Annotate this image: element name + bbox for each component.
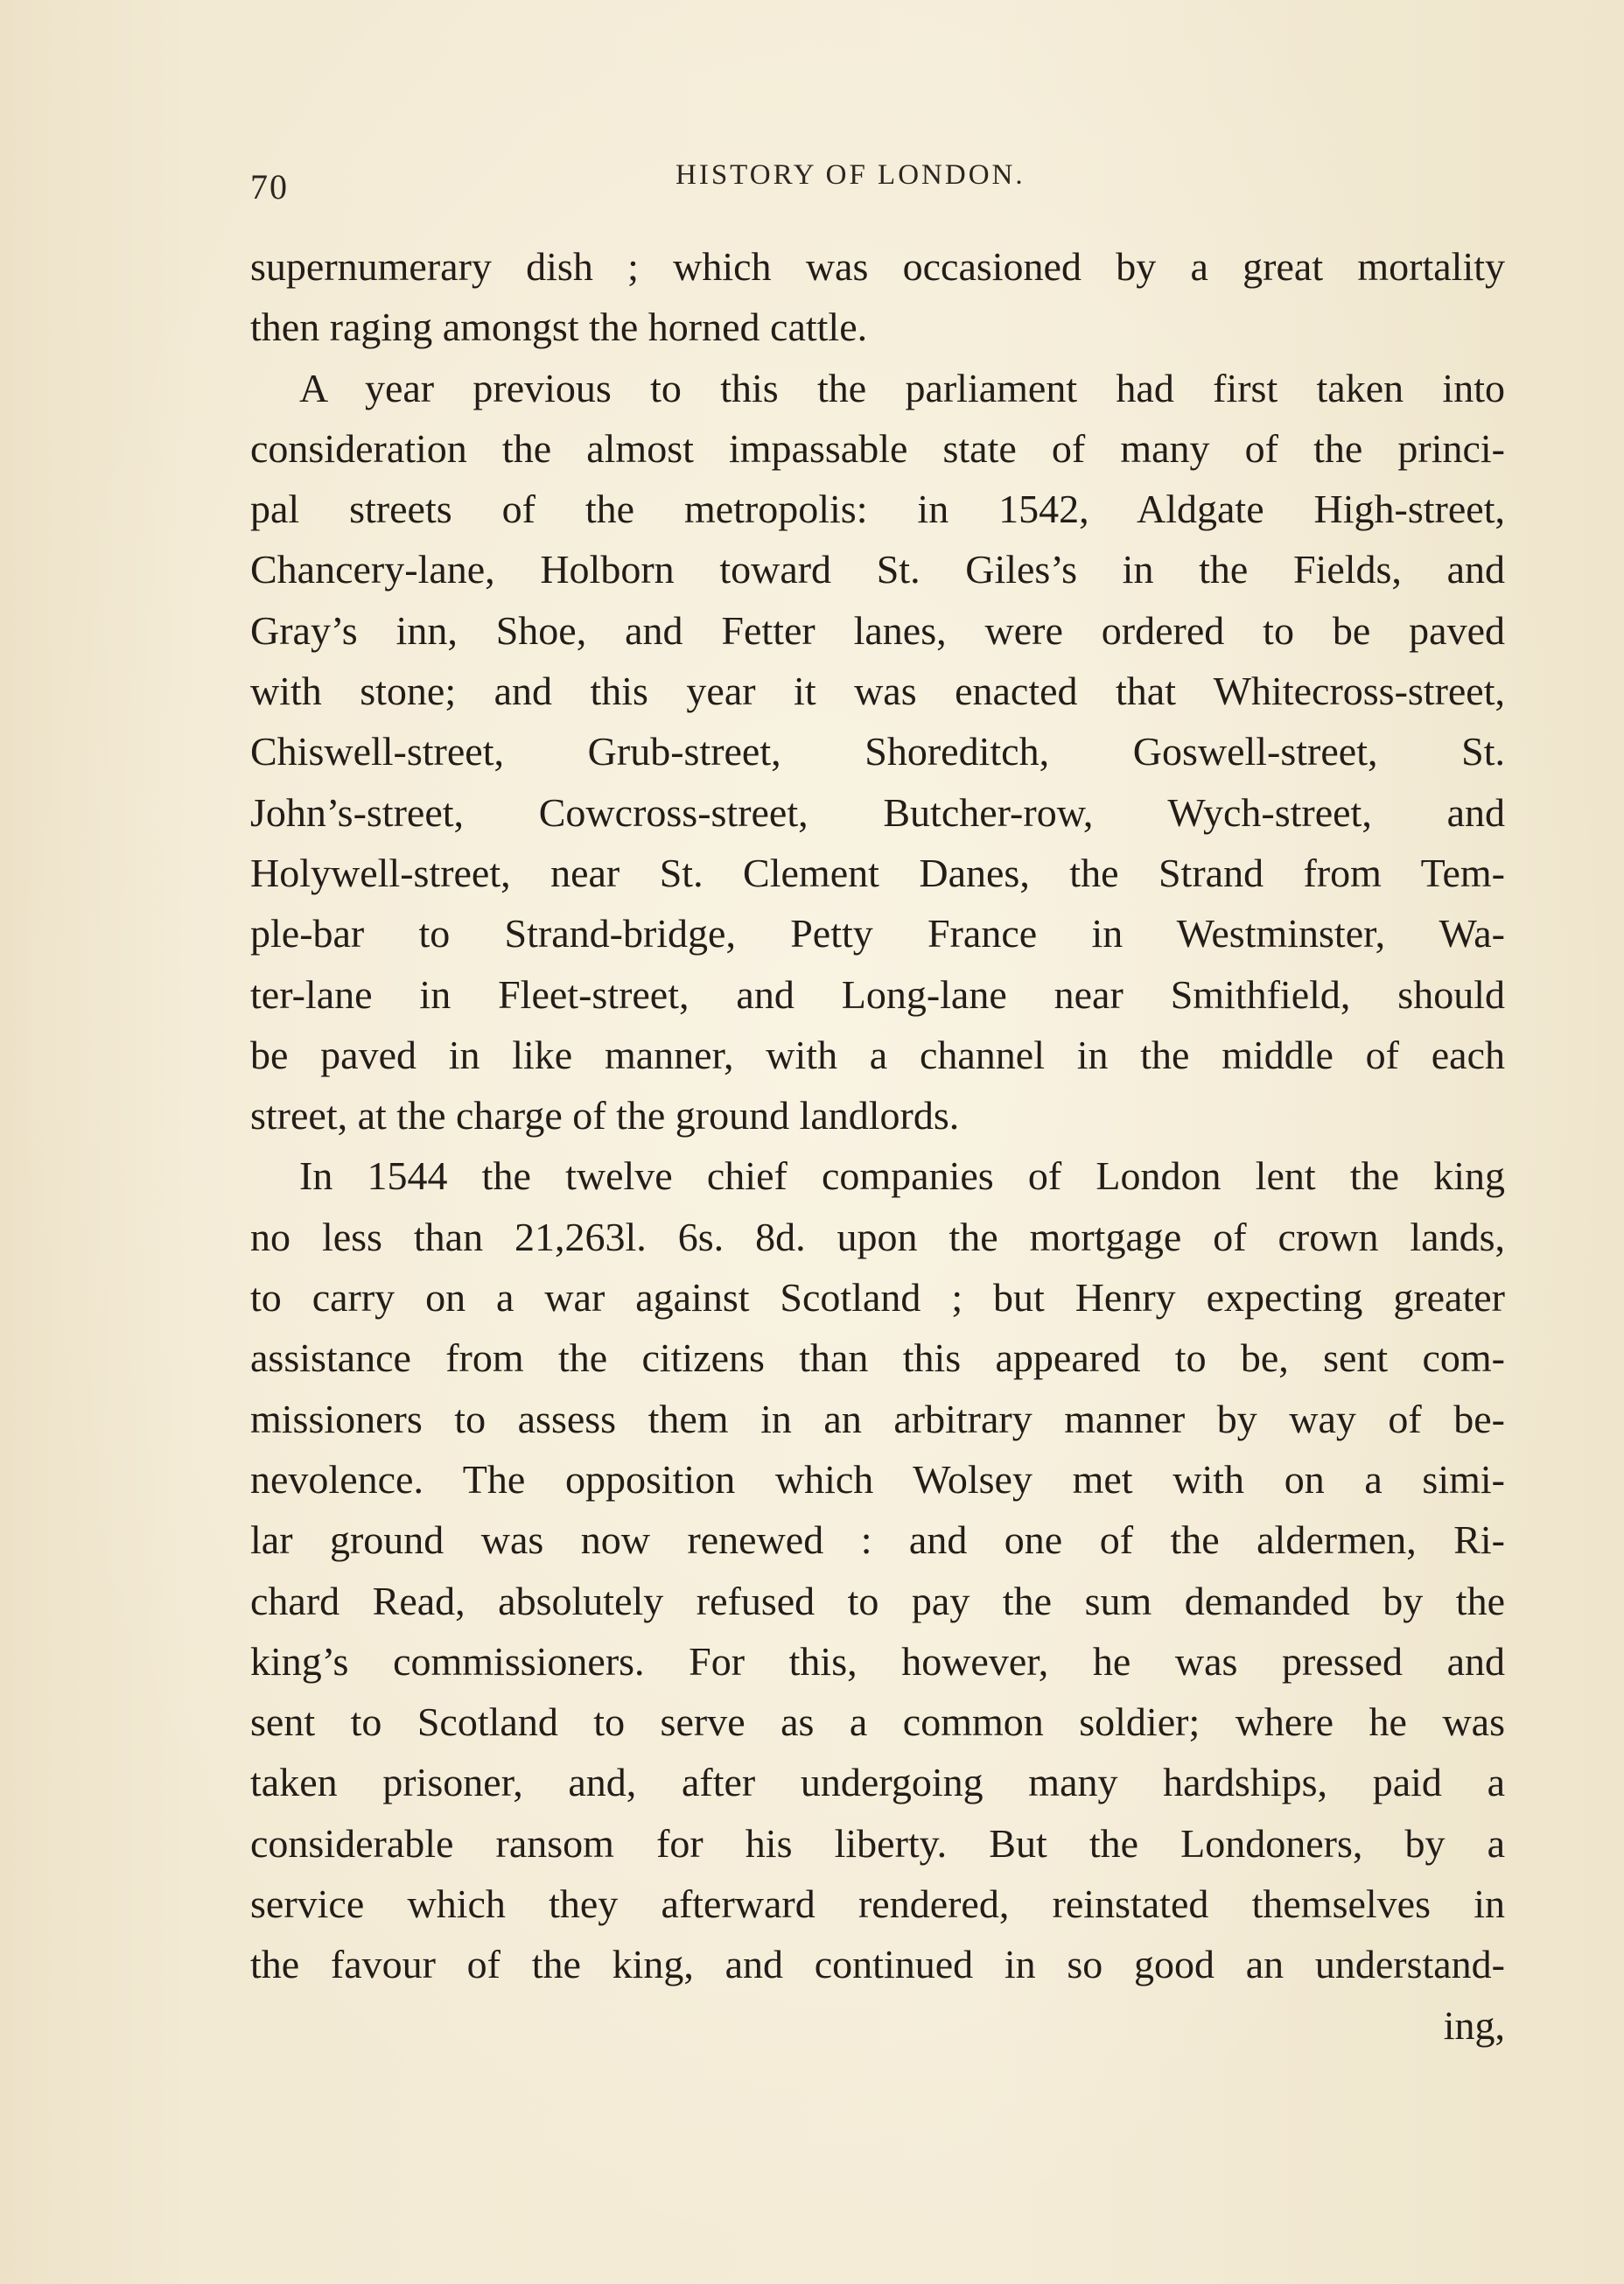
text-line: taken prisoner, and, after undergoing many hardships, paid a — [250, 1760, 1505, 1805]
text-line: A year previous to this the parliament had first taken into — [299, 365, 1505, 410]
page-number: 70 — [250, 167, 289, 207]
text-line: Gray’s inn, Shoe, and Fetter lanes, were ordered to be paved — [250, 607, 1505, 653]
body-text — [250, 236, 1505, 2056]
text-line: missioners to assess them in an arbitrary manner by way of be- — [250, 1396, 1505, 1441]
text-line: no less than 21,263l. 6s. 8d. upon the mortgage of crown lands, — [250, 1214, 1505, 1259]
text-line: Chancery-lane, Holborn toward St. Giles’s in the Fields, and — [250, 547, 1505, 592]
text-line: street, at the charge of the ground landlords. — [250, 1093, 960, 1138]
text-line: Holywell-street, near St. Clement Danes, the Strand from Tem- — [250, 850, 1505, 895]
text-line: assistance from the citizens than this appeared to be, sent com- — [250, 1335, 1505, 1381]
text-line: to carry on a war against Scotland ; but Henry expecting greater — [250, 1275, 1505, 1321]
text-line: In 1544 the twelve chief companies of London lent the king — [299, 1153, 1505, 1199]
text-line: considerable ransom for his liberty. But the Londoners, by a — [250, 1820, 1505, 1866]
text-line: John’s-street, Cowcross-street, Butcher-row, Wych-street, and — [250, 789, 1505, 835]
page-header — [250, 154, 1505, 207]
text-line: nevolence. The opposition which Wolsey met with on a simi- — [250, 1456, 1505, 1502]
text-line: king’s commissioners. For this, however, he was pressed and — [250, 1638, 1505, 1684]
text-line: lar ground was now renewed : and one of the aldermen, Ri- — [250, 1517, 1505, 1563]
running-title: HISTORY OF LONDON. — [676, 159, 1026, 191]
text-line: pal streets of the metropolis: in 1542, Aldgate High-street, — [250, 487, 1505, 532]
text-line: service which they afterward rendered, reinstated themselves in — [250, 1881, 1505, 1927]
text-line: with stone; and this year it was enacted that Whitecross-street, — [250, 669, 1505, 714]
text-line: the favour of the king, and continued in so good an understand- — [250, 1942, 1505, 1987]
text-line: chard Read, absolutely refused to pay the sum demanded by the — [250, 1578, 1505, 1623]
text-line: ple-bar to Strand-bridge, Petty France in Westminster, Wa- — [250, 911, 1505, 956]
text-line: supernumerary dish ; which was occasioned by a great mortality — [250, 244, 1505, 289]
text-line: sent to Scotland to serve as a common soldier; where he was — [250, 1699, 1505, 1745]
text-line: be paved in like manner, with a channel in the middle of each — [250, 1032, 1505, 1077]
text-line: then raging amongst the horned cattle. — [250, 305, 868, 350]
text-line: ter-lane in Fleet-street, and Long-lane near Smithfield, should — [250, 971, 1505, 1017]
text-line: Chiswell-street, Grub-street, Shoreditch, Goswell-street, St. — [250, 729, 1505, 774]
catchword: ing, — [1443, 2002, 1505, 2048]
text-line: consideration the almost impassable state of many of the princi- — [250, 425, 1505, 471]
